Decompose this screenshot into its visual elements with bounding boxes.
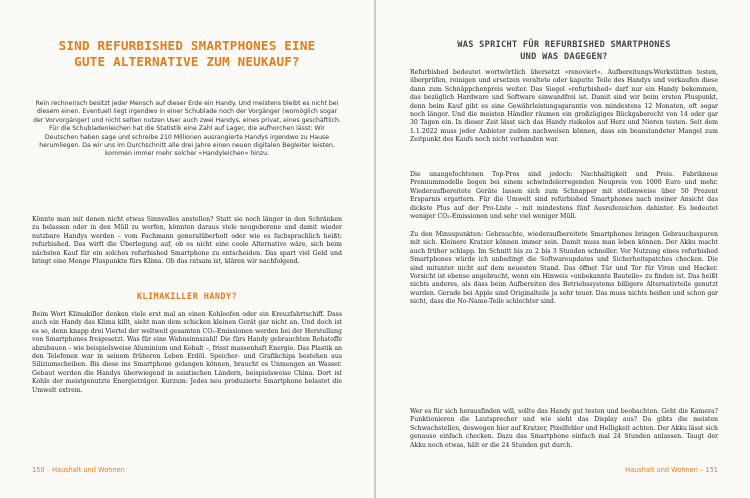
page-title — [32, 38, 342, 70]
right-paragraph-1: Refurbished bedeutet wortwörtlich übersetzt »renoviert«. Aufbereitungs-Werkstätten testen, überprüfen, reinigen und ersetzen veraltete oder kaputte Teile des Handys und verkaufen diese dann zum Schnäppchenpreis weiter. Das Siegel »refurbished« darf nur ein Handy bekommen, das bezüglich Hardware und Software einwandfrei ist. Damit sind wir beim ersten Pluspunkt, denn beim Kauf gibt es eine Gewährleistungsgarantie von mindestens 12 Monaten, oft sogar noch länger. Und die meisten Händler räumen ein großzügiges Rückgaberecht von 14 oder gar 30 Tagen ein. In dieser Zeit lässt sich das Handy risikolos auf Herz und Nieren testen. Seit dem 1.1.2022 muss jeder Anbieter zudem nachweisen können, dass ein beanstandeter Mangel zum Zeitpunkt des Kaufs noch nicht vorhanden war. — [410, 69, 718, 144]
intro-paragraph: Rein rechnerisch besitzt jeder Mensch auf dieser Erde ein Handy. Und meistens bleibt es nicht bei diesem einen. Eventuell liegt irgendwo in einer Schublade noch der Vorgänger (womöglich sogar der Vorvorgänger) und nicht selten nutzen User auch zwei Handys, eines privat, eines geschäftlich. Für die Schubladenleichen hat die Statistik eine Zahl auf Lager, die aufhorchen lässt: Wir Deutschen haben sage und schreibe 210 Millionen ausrangierte Handys irgendwo zu Hause herumliegen. Da wir uns im Durchschnitt alle drei Jahre einen neuen digitalen Begleiter leisten, kommen immer mehr solcher »Handyleichen« hinzu. — [33, 100, 341, 158]
right-paragraph-4: Wer es für sich herausfinden will, sollte das Handy gut testen und beobachten. Geht die Kamera? Funktionieren die Lautsprecher und wie sieht das Display aus? Da gibts die meisten Schwachstellen, deswegen hier auf Kratzer, Pixelfehler und Helligkeit achten. Der Akku lässt sich genauso einfach checken. Dazu das Smartphone einfach mal 24 Stunden anlassen. Taugt der Akku noch etwas, hält er die 24 Stunden gut durch. — [410, 408, 718, 449]
right-heading-line-2: UND WAS DAGEGEN? — [520, 51, 608, 62]
title-line-1: SIND REFURBISHED SMARTPHONES EINE — [58, 38, 316, 53]
body-paragraph-2: Beim Wort Klimakiller denken viele erst mal an einen Kohleofen oder ein Kreuzfahrtschiff. Dass auch ein Handy das Klima killt, sieht man dem schicken kleinen Gerät gar nicht an. Und doch ist es so, denn knapp drei Viertel der weltweit gesamten CO₂-Emissionen werden bei der Herstellung von Smartphones freigesetzt. Was für eine Wahnsinnszahl! Die fürs Handy gebrauchten Rohstoffe abzubauen – wie beispielsweise Aluminium und Kobalt –, frisst massenhaft Energie. Das Plastik an den Telefonen war in seinem früheren Leben Erdöl. Speicher- und Grafikchips bestehen aus Siliziumscheiben. Bis diese ins Smartphone gelangen können, braucht es Unmengen an Wasser. Gebaut werden die Handys überwiegend in asiatischen Ländern, beispielsweise China. Dort ist Kohle der meistgenutzte Energieträger. Kurzum: Jedes neu produzierte Smartphone belastet die Umwelt extrem. — [32, 311, 342, 394]
left-page — [0, 0, 374, 498]
right-paragraph-2: Die unangefochtenen Top-Pros sind jedoch: Nachhaltigkeit und Preis. Fabrikneue Premiummodelle liegen bei einem schwindelerregenden Neupreis von 1000 Euro und mehr. Wiederaufbereitete Geräte lassen sich zum Schnapper mit stellenweise über 50 Prozent Ersparnis ergattern. Für die Umwelt sind refurbished Smartphones nach meiner Ansicht das dickste Plus auf der Pro-Liste – mit mindestens fünf Ausrufezeichen dahinter. Es bedeutet weniger CO₂-Emissionen und sehr viel weniger Müll. — [410, 171, 718, 221]
body-paragraph-1: Könnte man mit denen nicht etwas Sinnvolles anstellen? Statt sie noch länger in den Schränken zu belassen oder in den Müll zu werfen, könnten daraus viele neugeborene und damit wieder nutzbare Handys werden – vom Fachmann generalüberholt oder wie es fachsprachlich heißt: refurbished. Das wirft die Überlegung auf, ob es nicht eine coole Alternative wäre, sich beim nächsten Kauf für ein solches refurbished Smartphone zu entscheiden. Das spart viel Geld und bringt eine Menge Pluspunkte fürs Klima. Ob das ratsam ist, klären wir nachfolgend. — [32, 216, 342, 266]
right-heading-line-1: WAS SPRICHT FÜR REFURBISHED SMARTPHONES — [457, 40, 671, 50]
title-line-2: GUTE ALTERNATIVE ZUM NEUKAUF? — [74, 54, 300, 69]
right-paragraph-3: Zu den Minuspunkten: Gebrauchte, wiederaufbereitete Smartphones bringen Gebrauchsspuren mit sich. Kleinere Kratzer können immer sein. Damit muss man leben können. Der Akku macht auch früher schlapp. Im Schnitt bis zu 2 bis 3 Stunden schneller. Vor Nutzung eines refurbished Smartphones würde ich unbedingt die Softwareupdates und Sicherheitspatches checken. Die sind mitunter nicht auf dem neuesten Stand. Das öffnet Tür und Tor für Viren und Hacker. Vorsicht ist ebenso angebracht, wenn ein Hinweis »unbekannte Bauteile« zu finden ist. Das heißt nichts anderes, als dass beim Aufbereiten des Betriebssystems billigere Alternativteile genutzt wurden. Gerade bei Apple sind Originalteile ja sehr teuer. Das muss nichts heißen und schon gar nicht, dass die No-Name-Teile schlechter sind. — [410, 231, 718, 306]
right-heading — [410, 40, 718, 63]
right-page — [376, 0, 750, 498]
subheading-klimakiller: KLIMAKILLER HANDY? — [136, 292, 238, 302]
page-number-left: 150 – Haushalt und Wohnen — [32, 466, 125, 474]
page-number-right: Haushalt und Wohnen – 151 — [625, 466, 718, 474]
